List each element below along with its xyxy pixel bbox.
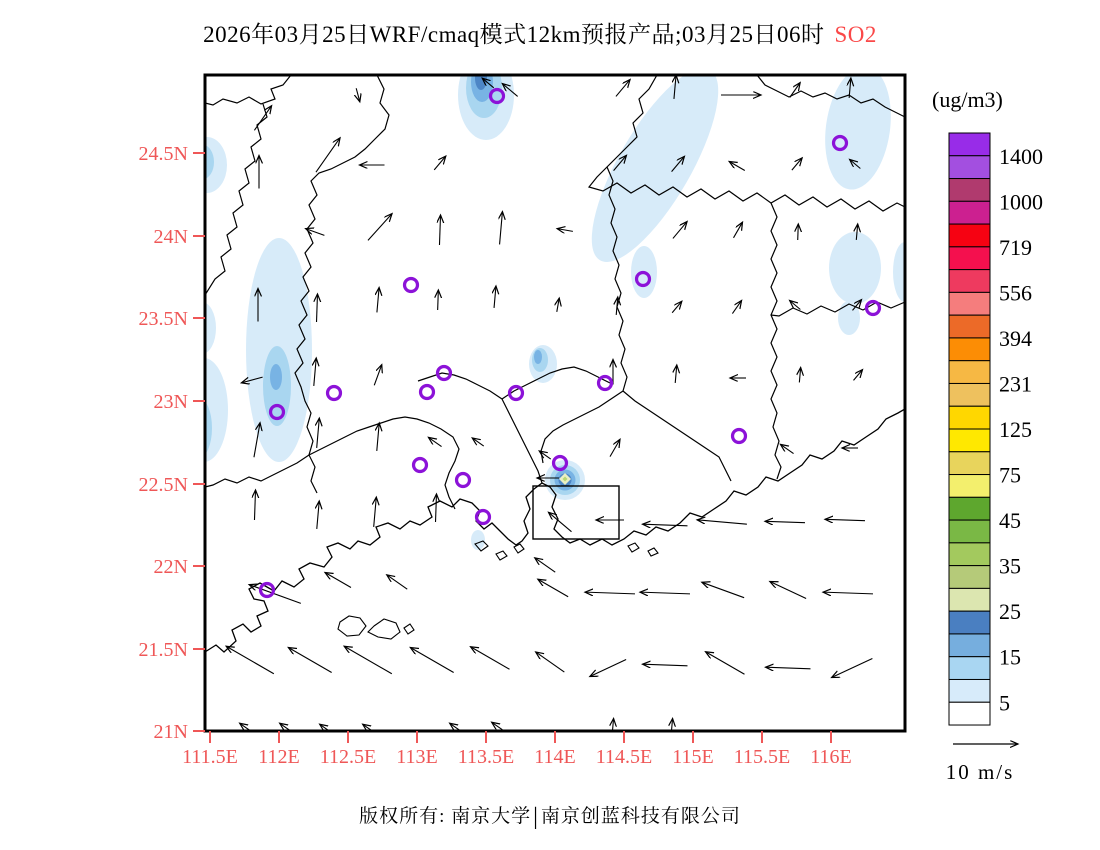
y-tick-label: 24.5N	[138, 143, 188, 165]
colorbar-step	[949, 224, 990, 247]
y-tick-label: 22N	[153, 556, 188, 578]
colorbar-step	[949, 315, 990, 338]
x-tick-label: 112.5E	[319, 746, 377, 768]
colorbar-value: 5	[999, 690, 1010, 716]
wind-arrow	[616, 80, 630, 97]
copyright-footer	[0, 801, 1100, 831]
colorbar-step	[949, 679, 990, 702]
shading-blob	[818, 62, 899, 194]
island-outline	[496, 551, 507, 560]
wind-arrow	[539, 451, 550, 459]
wind-arrow	[436, 494, 437, 522]
y-tick-label: 21N	[153, 721, 188, 743]
station-marker	[405, 279, 418, 292]
wind-arrow	[374, 365, 382, 386]
colorbar-value: 1000	[999, 189, 1043, 215]
shading-blob	[188, 302, 216, 354]
x-tick-label: 113E	[396, 746, 438, 768]
colorbar-step	[949, 634, 990, 657]
wind-arrow	[854, 370, 863, 381]
shading-blob	[475, 66, 487, 90]
wind-arrow	[790, 301, 801, 310]
wind-arrow	[790, 83, 800, 98]
colorbar-step	[949, 156, 990, 179]
colorbar-value: 1400	[999, 143, 1043, 169]
wind-arrow	[374, 497, 377, 527]
wind-arrow	[557, 229, 573, 232]
wind-legend	[946, 744, 1018, 784]
colorbar-step	[949, 201, 990, 224]
wind-arrow	[799, 368, 800, 383]
province-boundary	[541, 391, 623, 463]
copyright-left: 版权所有: 南京大学	[359, 806, 532, 827]
wind-arrow	[410, 648, 453, 673]
copyright-right: 南京创蓝科技有限公司	[540, 806, 741, 827]
island-outline	[628, 543, 639, 552]
x-tick-label: 116E	[810, 746, 852, 768]
station-marker	[733, 430, 746, 443]
province-boundary	[502, 367, 610, 399]
wind-arrow	[616, 297, 618, 315]
province-boundary	[205, 75, 291, 105]
province-boundary	[771, 203, 781, 479]
wind-arrow	[356, 88, 360, 102]
wind-arrow	[317, 501, 319, 529]
colorbar-step	[949, 338, 990, 361]
wind-arrow	[585, 592, 635, 594]
y-tick-label: 21.5N	[138, 639, 188, 661]
colorbar-step	[949, 520, 990, 543]
station-marker	[867, 302, 880, 315]
colorbar-step	[949, 497, 990, 520]
province-boundary	[502, 399, 542, 483]
wind-arrow	[226, 646, 274, 674]
x-tick-label: 114.5E	[595, 746, 653, 768]
island-outline	[338, 616, 366, 636]
title-text: 2026年03月25日WRF/cmaq模式12km预报产品;03月25日06时	[203, 22, 825, 47]
wind-arrow	[610, 439, 620, 456]
copyright-divider: |	[533, 804, 539, 830]
wind-arrow	[536, 652, 565, 672]
province-boundary	[205, 455, 309, 487]
title-species: SO2	[834, 22, 877, 47]
wind-arrow	[368, 214, 392, 241]
station-marker	[328, 387, 341, 400]
wind-arrow	[500, 212, 503, 245]
wind-arrow	[377, 423, 379, 451]
wind-arrow	[640, 592, 690, 594]
wind-arrow	[472, 438, 483, 446]
wind-arrow	[732, 300, 741, 313]
station-markers	[261, 90, 880, 597]
colorbar-value: 125	[999, 417, 1032, 443]
y-tick-label: 22.5N	[138, 474, 188, 496]
wind-arrow	[702, 582, 744, 597]
island-outline	[404, 624, 414, 634]
x-tick-label: 115E	[672, 746, 714, 768]
wind-arrow	[823, 592, 873, 594]
colorbar-step	[949, 429, 990, 452]
colorbar-step	[949, 270, 990, 293]
colorbar-value: 35	[999, 553, 1021, 579]
shading-blob	[569, 52, 741, 279]
wind-arrow	[673, 222, 687, 239]
colorbar-step	[949, 657, 990, 680]
province-boundary	[623, 391, 731, 481]
wind-arrow	[492, 722, 503, 729]
wind-arrow	[428, 437, 441, 446]
island-outline	[368, 619, 400, 639]
colorbar-value: 45	[999, 508, 1021, 534]
wind-arrow	[317, 418, 320, 448]
wind-arrow	[377, 288, 379, 313]
colorbar-step	[949, 247, 990, 270]
shading-blob	[270, 364, 282, 390]
colorbar-step	[949, 361, 990, 384]
colorbar-step	[949, 179, 990, 202]
x-tick-label: 115.5E	[733, 746, 791, 768]
wind-arrow	[344, 646, 392, 674]
wind-arrow	[792, 158, 802, 170]
shading-blob	[829, 232, 881, 304]
colorbar-value: 75	[999, 462, 1021, 488]
wind-arrow	[438, 290, 439, 310]
station-marker	[457, 474, 470, 487]
colorbar-step	[949, 475, 990, 498]
wind-arrow	[434, 156, 446, 170]
colorbar-unit-label: (ug/m3)	[932, 87, 1003, 112]
station-marker	[477, 511, 490, 524]
wind-arrow	[557, 298, 559, 312]
wind-arrow	[538, 579, 568, 597]
wind-arrow	[825, 519, 865, 520]
colorbar-step	[949, 543, 990, 566]
shading-blob	[192, 145, 214, 179]
colorbar-step	[949, 611, 990, 634]
wind-arrow	[471, 647, 510, 670]
wind-arrow	[535, 558, 555, 572]
wind-arrow	[697, 520, 747, 524]
y-tick-label: 23N	[153, 391, 188, 413]
wind-arrow	[494, 286, 496, 308]
wind-arrow	[316, 138, 340, 172]
x-tick-label: 112E	[258, 746, 300, 768]
colorbar	[932, 87, 1043, 725]
colorbar-step	[949, 406, 990, 429]
axis-ticks	[139, 143, 852, 768]
map-frame	[205, 75, 905, 731]
colorbar-step	[949, 133, 990, 156]
colorbar-value: 556	[999, 280, 1032, 306]
wind-arrow	[734, 222, 743, 238]
wind-arrow	[317, 294, 318, 322]
colorbar-value: 15	[999, 644, 1021, 670]
colorbar-step	[949, 702, 990, 725]
colorbar-value: 394	[999, 325, 1032, 351]
wind-arrow	[832, 658, 873, 677]
coastline	[205, 409, 905, 652]
colorbar-step	[949, 383, 990, 406]
x-tick-label: 114E	[534, 746, 576, 768]
y-tick-label: 23.5N	[138, 308, 188, 330]
wind-arrow	[765, 521, 805, 522]
wind-arrow	[254, 490, 255, 520]
wind-vector-field	[226, 75, 873, 732]
wind-arrow	[798, 224, 799, 240]
shading-blob	[534, 350, 542, 364]
x-tick-label: 111.5E	[182, 746, 238, 768]
wind-arrow	[439, 215, 440, 245]
wind-arrow	[643, 664, 688, 666]
island-outline	[648, 548, 658, 556]
concentration-shading	[180, 50, 917, 550]
wind-arrow	[672, 301, 682, 312]
wind-arrow	[387, 575, 407, 589]
y-tick-label: 24N	[153, 226, 188, 248]
colorbar-step	[949, 452, 990, 475]
province-boundary	[295, 75, 389, 493]
wind-arrow	[549, 512, 572, 531]
wind-arrow	[706, 652, 745, 675]
colorbar-value: 719	[999, 234, 1032, 260]
wind-arrow	[675, 365, 677, 383]
station-marker	[421, 386, 434, 399]
colorbar-step	[949, 566, 990, 589]
colorbar-step	[949, 588, 990, 611]
station-marker	[414, 459, 427, 472]
wind-legend-label: 10 m/s	[945, 760, 1015, 784]
colorbar-step	[949, 292, 990, 315]
shading-blob	[186, 398, 212, 458]
wind-arrow	[770, 582, 806, 599]
colorbar-value: 231	[999, 371, 1032, 397]
wind-arrow	[729, 162, 745, 171]
wind-arrow	[766, 667, 811, 669]
province-boundary	[771, 302, 905, 316]
wind-arrow	[643, 524, 688, 526]
wind-arrow	[314, 358, 316, 386]
wind-arrow	[590, 660, 626, 677]
colorbar-value: 25	[999, 599, 1021, 625]
wind-arrow	[254, 106, 271, 131]
wind-arrow	[249, 585, 301, 604]
wind-arrow	[780, 444, 793, 453]
x-tick-label: 113.5E	[457, 746, 515, 768]
wind-arrow	[325, 573, 351, 588]
wind-arrow	[288, 648, 331, 673]
